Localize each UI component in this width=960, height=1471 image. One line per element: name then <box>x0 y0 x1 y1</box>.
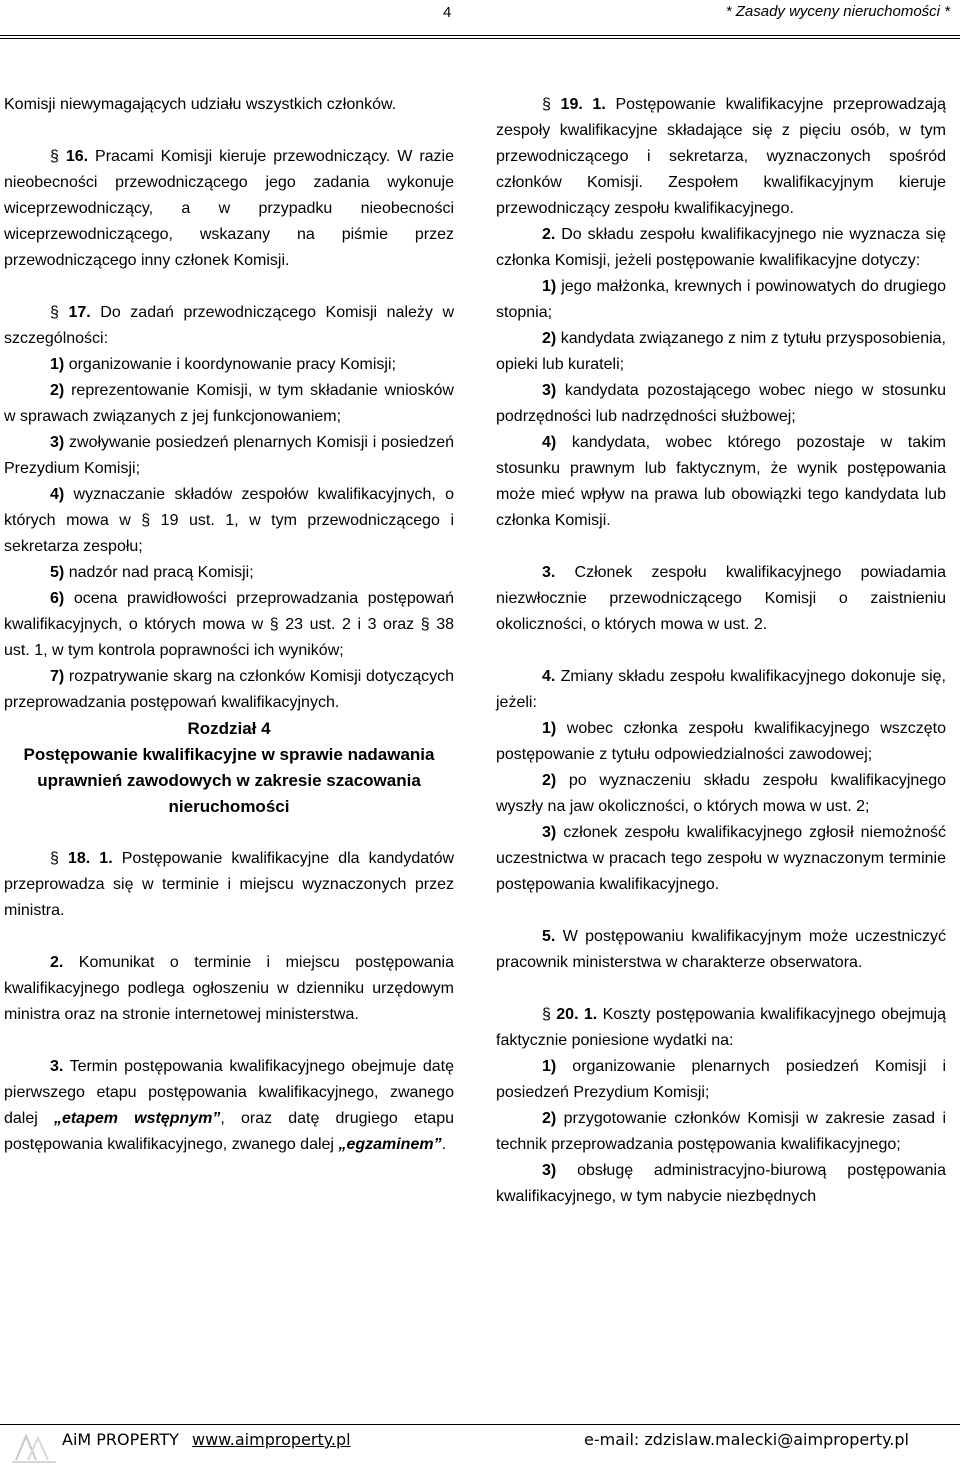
list-item: 3) kandydata pozostającego wobec niego w stosunku podrzędności lub nadrzędności służbowej; <box>496 382 946 425</box>
list-item: 2) kandydata związanego z nim z tytułu przysposobienia, opieki lub kurateli; <box>496 330 946 373</box>
list-item: 5) nadzór nad pracą Komisji; <box>50 564 254 581</box>
section-16: § 16. Pracami Komisji kieruje przewodniczący. W razie nieobecności przewodniczącego jego zadania wykonuje wiceprzewodniczący, a w przypadku nieobecności wiceprzewodniczącego, wskazany na piśmie przez przewodniczącego inny członek Komisji. <box>4 148 455 269</box>
page-header <box>0 0 960 36</box>
section-19: § 19. 1. Postępowanie kwalifikacyjne przeprowadzają zespoły kwalifikacyjne składające się z pięciu osób, w tym przewodniczącego i sekretarza, wyznaczonych spośród członków Komisji. Zespołem kwalifikacyjnym kieruje przewodniczący zespołu kwalifikacyjnego. <box>496 96 947 217</box>
aim-logo-icon <box>6 1430 66 1468</box>
list-item: 1) wobec członka zespołu kwalifikacyjnego wszczęto postępowanie z tytułu odpowiedzialności zawodowej; <box>496 720 946 763</box>
section-18-2: 2. Komunikat o terminie i miejscu postępowania kwalifikacyjnego podlega ogłoszeniu w dzienniku urzędowym ministra oraz na stronie internetowej ministerstwa. <box>4 954 454 1023</box>
left-column <box>4 92 454 1158</box>
list-item: 1) organizowanie i koordynowanie pracy Komisji; <box>50 356 396 373</box>
chapter-title: Postępowanie kwalifikacyjne w sprawie nadawania uprawnień zawodowych w zakresie szacowania nieruchomości <box>23 745 435 816</box>
section-17: § 17. Do zadań przewodniczącego Komisji należy w szczególności: <box>4 304 455 347</box>
list-item: 3) zwoływanie posiedzeń plenarnych Komisji i posiedzeń Prezydium Komisji; <box>4 434 454 477</box>
list-item: 2) po wyznaczeniu składu zespołu kwalifikacyjnego wyszły na jaw okoliczności, o których mowa w ust. 2; <box>496 772 946 815</box>
list-item: 2) przygotowanie członków Komisji w zakresie zasad i technik przeprowadzania postępowania kwalifikacyjnego; <box>496 1110 946 1153</box>
section-19-4: 4. Zmiany składu zespołu kwalifikacyjnego dokonuje się, jeżeli: <box>496 668 947 711</box>
section-18: § 18. 1. Postępowanie kwalifikacyjne dla kandydatów przeprowadza się w terminie i miejscu wyznaczonych przez ministra. <box>4 850 455 919</box>
section-19-5: 5. W postępowaniu kwalifikacyjnym może uczestniczyć pracownik ministerstwa w charakterze obserwatora. <box>496 928 947 971</box>
brand-name: AiM PROPERTY <box>62 1430 179 1449</box>
list-item: 1) organizowanie plenarnych posiedzeń Komisji i posiedzeń Prezydium Komisji; <box>496 1058 947 1101</box>
section-19-3: 3. Członek zespołu kwalifikacyjnego powiadamia niezwłocznie przewodniczącego Komisji o zaistnieniu okoliczności, o których mowa w ust. 2. <box>496 564 947 633</box>
list-item: 3) obsługę administracyjno-biurową postępowania kwalifikacyjnego, w tym nabycie niezbędnych <box>496 1162 946 1205</box>
page-footer <box>0 1424 960 1471</box>
paragraph: Komisji niewymagających udziału wszystkich członków. <box>4 96 397 113</box>
section-19-2: 2. Do składu zespołu kwalifikacyjnego nie wyznacza się członka Komisji, jeżeli postępowanie kwalifikacyjne dotyczy: <box>496 226 947 269</box>
page-number: 4 <box>443 4 452 21</box>
list-item: 2) reprezentowanie Komisji, w tym składanie wniosków w sprawach związanych z jej funkcjonowaniem; <box>4 382 454 425</box>
header-rule-double <box>0 38 960 39</box>
header-rule <box>0 35 960 36</box>
email-address: e-mail: zdzislaw.malecki@aimproperty.pl <box>584 1430 909 1449</box>
running-title: * Zasady wyceny nieruchomości * <box>725 3 950 20</box>
list-item: 3) członek zespołu kwalifikacyjnego zgłosił niemożność uczestnictwa w pracach tego zespołu w wyznaczonym terminie postępowania kwalifikacyjnego. <box>496 824 946 893</box>
footer-rule <box>0 1424 960 1425</box>
list-item: 7) rozpatrywanie skarg na członków Komisji dotyczących przeprowadzania postępowań kwalifikacyjnych. <box>4 668 454 711</box>
list-item: 4) kandydata, wobec którego pozostaje w takim stosunku prawnym lub faktycznym, że wynik postępowania może mieć wpływ na prawa lub obowiązki tego kandydata lub członka Komisji. <box>496 434 946 529</box>
list-item: 6) ocena prawidłowości przeprowadzania postępowań kwalifikacyjnych, o których mowa w § 23 ust. 2 i 3 oraz § 38 ust. 1, w tym kontrola poprawności ich wyników; <box>4 590 454 659</box>
list-item: 1) jego małżonka, krewnych i powinowatych do drugiego stopnia; <box>496 278 946 321</box>
chapter-number: Rozdział 4 <box>187 719 271 738</box>
website-link[interactable]: www.aimproperty.pl <box>192 1430 351 1449</box>
right-column <box>496 92 946 1210</box>
section-18-3: 3. Termin postępowania kwalifikacyjnego obejmuje datę pierwszego etapu postępowania kwalifikacyjnego, zwanego dalej „etapem wstępnym”, oraz datę drugiego etapu postępowania kwalifikacyjnego, zwanego dalej „egzaminem”. <box>4 1058 454 1153</box>
section-20: § 20. 1. Koszty postępowania kwalifikacyjnego obejmują faktycznie poniesione wydatki na: <box>496 1006 946 1049</box>
list-item: 4) wyznaczanie składów zespołów kwalifikacyjnych, o których mowa w § 19 ust. 1, w tym przewodniczącego i sekretarza zespołu; <box>4 486 455 555</box>
